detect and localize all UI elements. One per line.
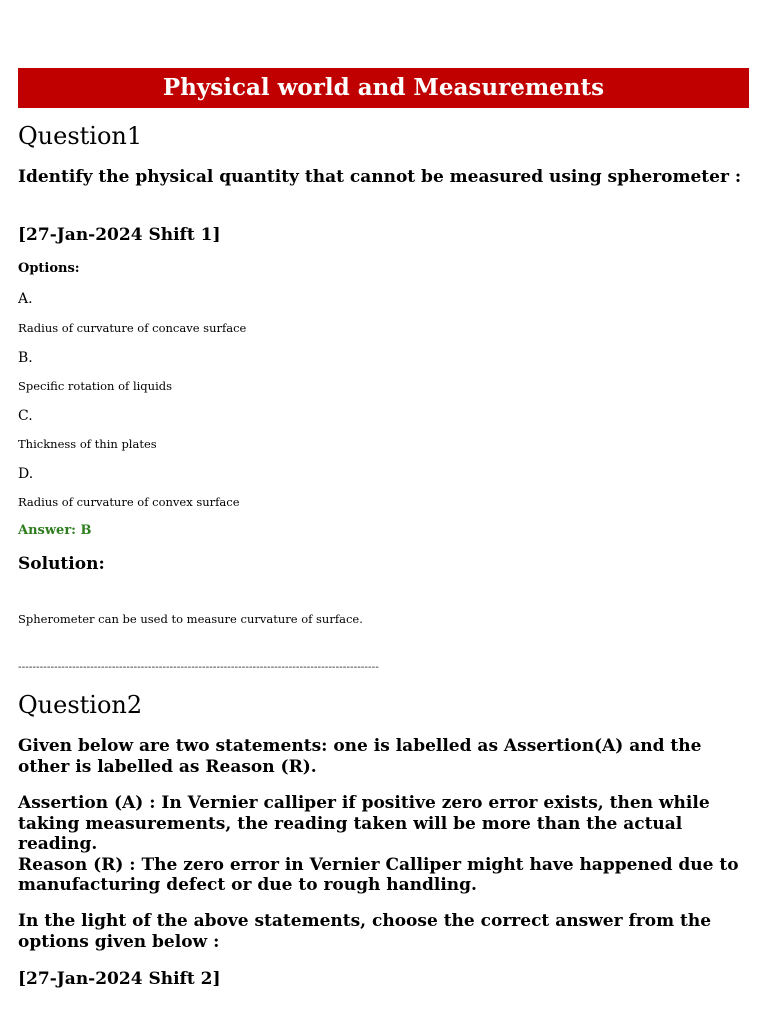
question-2-heading: Question2: [18, 691, 143, 719]
question-1-text: Identify the physical quantity that cannot be measured using spherometer :: [18, 167, 742, 187]
question-2-intro: Given below are two statements: one is labelled as Assertion(A) and the other is labelled as Reason (R).: [18, 736, 702, 777]
question-1-solution-text: Spherometer can be used to measure curvature of surface.: [18, 612, 363, 626]
question-1-solution-heading: Solution:: [18, 554, 105, 574]
question-2-instruction: In the light of the above statements, choose the correct answer from the options given below :: [18, 911, 712, 952]
question-2-shift: [27-Jan-2024 Shift 2]: [18, 969, 221, 989]
option-b-letter: B.: [18, 350, 33, 366]
option-a-text: Radius of curvature of concave surface: [18, 321, 247, 335]
option-d-letter: D.: [18, 466, 34, 482]
question-1-heading: Question1: [18, 122, 143, 150]
question-2-reason: Reason (R) : The zero error in Vernier Calliper might have happened due to manufacturing defect or due to rough handling.: [18, 854, 739, 895]
option-c-text: Thickness of thin plates: [18, 437, 157, 451]
option-c-letter: C.: [18, 408, 33, 424]
option-d-text: Radius of curvature of convex surface: [18, 495, 240, 509]
page-title: Physical world and Measurements: [18, 68, 749, 108]
question-2-statements: [18, 793, 749, 896]
question-1-answer: Answer: B: [18, 523, 92, 538]
option-b-text: Specific rotation of liquids: [18, 379, 173, 393]
option-a-letter: A.: [18, 291, 33, 307]
question-1-options-label: Options:: [18, 261, 80, 276]
question-separator: ----------------------------------------------------------------------------------------------------: [18, 662, 379, 673]
question-2-assertion: Assertion (A) : In Vernier calliper if positive zero error exists, then while taking measurements, the reading taken will be more than the actual reading.: [18, 793, 710, 854]
question-1-shift: [27-Jan-2024 Shift 1]: [18, 225, 221, 245]
